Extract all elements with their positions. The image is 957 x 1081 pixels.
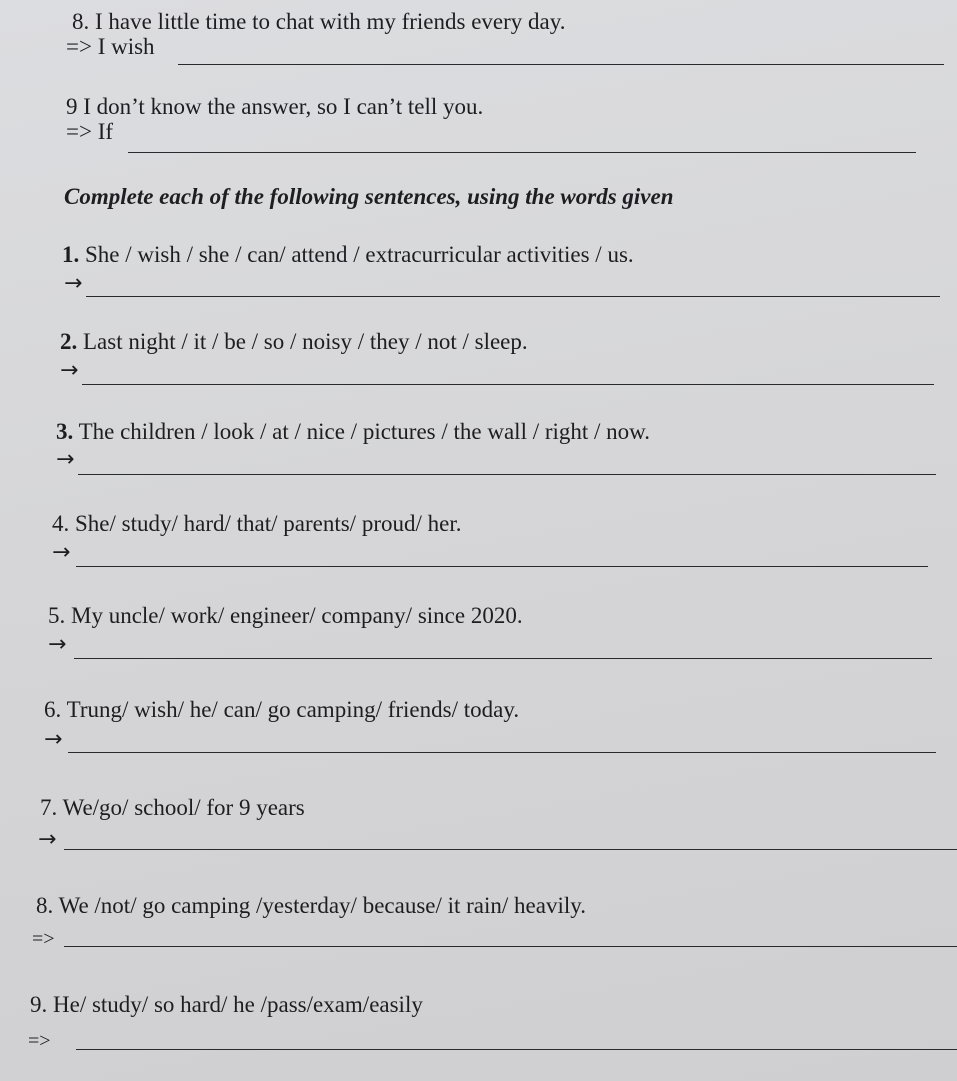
answer-prefix: => [32, 928, 55, 950]
exercise-7 [40, 794, 305, 822]
exercise-6 [44, 696, 519, 724]
exercise-number: 6. [44, 697, 62, 722]
arrow-icon: → [52, 540, 71, 565]
exercise-number: 3. [56, 419, 74, 444]
answer-blank-9[interactable] [128, 152, 916, 153]
exercise-number: 7. [40, 795, 58, 820]
answer-prefix: => I wish [66, 34, 155, 59]
answer-blank-9b[interactable] [76, 1049, 957, 1050]
arrow-icon: → [48, 632, 67, 657]
exercise-answer-3 [56, 446, 74, 474]
exercise-9 [30, 991, 423, 1019]
exercise-number: 1. [62, 242, 80, 267]
transform-answer-8 [66, 33, 155, 61]
exercise-5 [48, 602, 523, 630]
exercise-2 [60, 328, 528, 356]
exercise-8 [36, 892, 586, 920]
exercise-answer-7 [38, 826, 56, 854]
answer-blank-6[interactable] [68, 752, 936, 753]
transform-answer-9 [66, 118, 113, 146]
arrow-icon: → [38, 827, 57, 852]
answer-prefix: => If [66, 119, 114, 144]
answer-blank-2[interactable] [82, 384, 934, 385]
answer-prefix: => [28, 1030, 51, 1052]
transform-sentence-9: 9 I don’t know the answer, so I can’t tell you. [66, 94, 484, 119]
arrow-icon: → [60, 358, 79, 383]
exercise-answer-1 [64, 270, 82, 298]
answer-blank-5[interactable] [74, 658, 932, 659]
exercise-3 [56, 418, 650, 446]
exercise-number: 4. [52, 511, 70, 536]
exercise-prompt: He/ study/ so hard/ he /pass/exam/easily [53, 992, 423, 1017]
exercise-answer-8 [32, 925, 55, 953]
exercise-answer-9 [28, 1027, 51, 1055]
answer-blank-8[interactable] [178, 64, 944, 65]
arrow-icon: → [56, 447, 75, 472]
arrow-icon: → [64, 271, 83, 296]
answer-blank-7[interactable] [64, 849, 957, 850]
exercise-prompt: The children / look / at / nice / pictures / the wall / right / now. [78, 419, 651, 444]
answer-blank-8b[interactable] [64, 946, 957, 947]
exercise-prompt: We/go/ school/ for 9 years [62, 795, 305, 820]
exercise-prompt: She / wish / she / can/ attend / extracurricular activities / us. [85, 242, 634, 267]
answer-blank-3[interactable] [78, 474, 936, 475]
answer-blank-4[interactable] [76, 566, 928, 567]
exercise-4 [52, 510, 461, 538]
transform-sentence-8: 8. I have little time to chat with my friends every day. [72, 9, 566, 34]
exercise-number: 2. [60, 329, 78, 354]
exercise-answer-6 [44, 726, 62, 754]
exercise-prompt: We /not/ go camping /yesterday/ because/ it rain/ heavily. [58, 893, 586, 918]
exercise-number: 5. [48, 603, 66, 628]
exercise-number: 8. [36, 893, 54, 918]
exercise-prompt: She/ study/ hard/ that/ parents/ proud/ her. [75, 511, 462, 536]
exercise-answer-2 [60, 357, 78, 385]
exercise-answer-4 [52, 539, 70, 567]
answer-blank-1[interactable] [86, 296, 940, 297]
exercise-number: 9. [30, 992, 48, 1017]
exercise-prompt: Last night / it / be / so / noisy / they / not / sleep. [83, 329, 528, 354]
exercise-prompt: My uncle/ work/ engineer/ company/ since 2020. [71, 603, 523, 628]
section-heading: Complete each of the following sentences, using the words given [64, 184, 674, 209]
arrow-icon: → [44, 727, 63, 752]
exercise-answer-5 [48, 631, 66, 659]
exercise-prompt: Trung/ wish/ he/ can/ go camping/ friends/ today. [66, 697, 520, 722]
exercise-1 [62, 241, 634, 269]
